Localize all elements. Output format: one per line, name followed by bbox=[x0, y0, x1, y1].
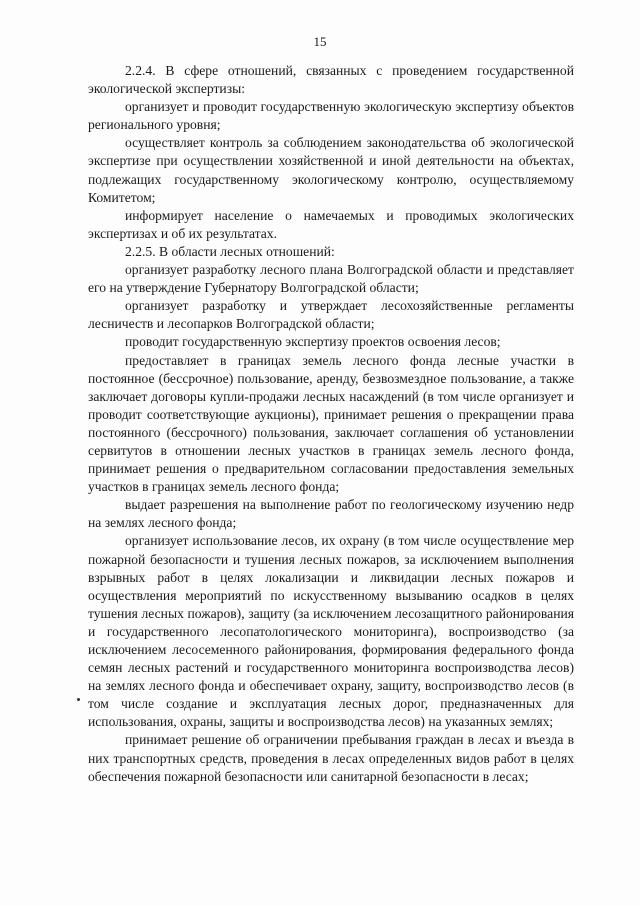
paragraph: организует разработку лесного плана Волгоградской области и представляет его на утверждение Губернатору Волгоградской области; bbox=[88, 262, 574, 296]
page-number: 15 bbox=[313, 34, 327, 49]
paragraph: 2.2.5. В области лесных отношений: bbox=[125, 243, 335, 259]
scan-mark bbox=[77, 698, 80, 701]
paragraph: предоставляет в границах земель лесного фонда лесные участки в постоянное (бессрочное) пользование, аренду, безвозмездное пользование, а также заключает договоры купли-продажи лесных насаждений (в том числе организует и проводит соответствующие аукционы), принимает решения о прекращении права постоянного (бессрочного) пользования, заключает соглашения об установлении сервитутов в отношении лесных участков в границах земель лесного фонда, принимает решения о предварительном согласовании предоставления земельных участков в границах земель лесного фонда; bbox=[88, 352, 574, 495]
paragraph: выдает разрешения на выполнение работ по геологическому изучению недр на землях лесного фонда; bbox=[88, 497, 574, 531]
paragraph: организует и проводит государственную экологическую экспертизу объектов регионального уровня; bbox=[88, 99, 574, 133]
page-body bbox=[88, 62, 574, 786]
paragraph: информирует население о намечаемых и проводимых экологических экспертизах и об их результатах. bbox=[88, 207, 574, 241]
paragraph: 2.2.4. В сфере отношений, связанных с проведением государственной экологической экспертизы: bbox=[88, 63, 574, 97]
paragraph: проводит государственную экспертизу проектов освоения лесов; bbox=[125, 334, 501, 350]
paragraph: осуществляет контроль за соблюдением законодательства об экологической экспертизе при осуществлении хозяйственной и иной деятельности на объектах, подлежащих государственному экологическому контролю, осуществляемому Комитетом; bbox=[88, 135, 574, 205]
paragraph: принимает решение об ограничении пребывания граждан в лесах и въезда в них транспортных средств, проведения в лесах определенных видов работ в целях обеспечения пожарной безопасности или санитарной безопасности в лесах; bbox=[88, 732, 574, 784]
paragraph: организует разработку и утверждает лесохозяйственные регламенты лесничеств и лесопарков Волгоградской области; bbox=[88, 298, 574, 332]
paragraph: организует использование лесов, их охрану (в том числе осуществление мер пожарной безопасности и тушения лесных пожаров, за исключением выполнения взрывных работ в целях локализации и ликвидации лесных пожаров и осуществления мероприятий по искусственному вызыванию осадков в целях тушения лесных пожаров), защиту (за исключением лесозащитного районирования и государственного лесопатологического мониторинга), воспроизводство (за исключением лесосеменного районирования, формирования федерального фонда семян лесных растений и государственного мониторинга воспроизводства лесов) на землях лесного фонда и обеспечивает охрану, защиту, воспроизводство лесов (в том числе создание и эксплуатация лесных дорог, предназначенных для использования, охраны, защиты и воспроизводства лесов) на указанных землях; bbox=[88, 533, 574, 730]
